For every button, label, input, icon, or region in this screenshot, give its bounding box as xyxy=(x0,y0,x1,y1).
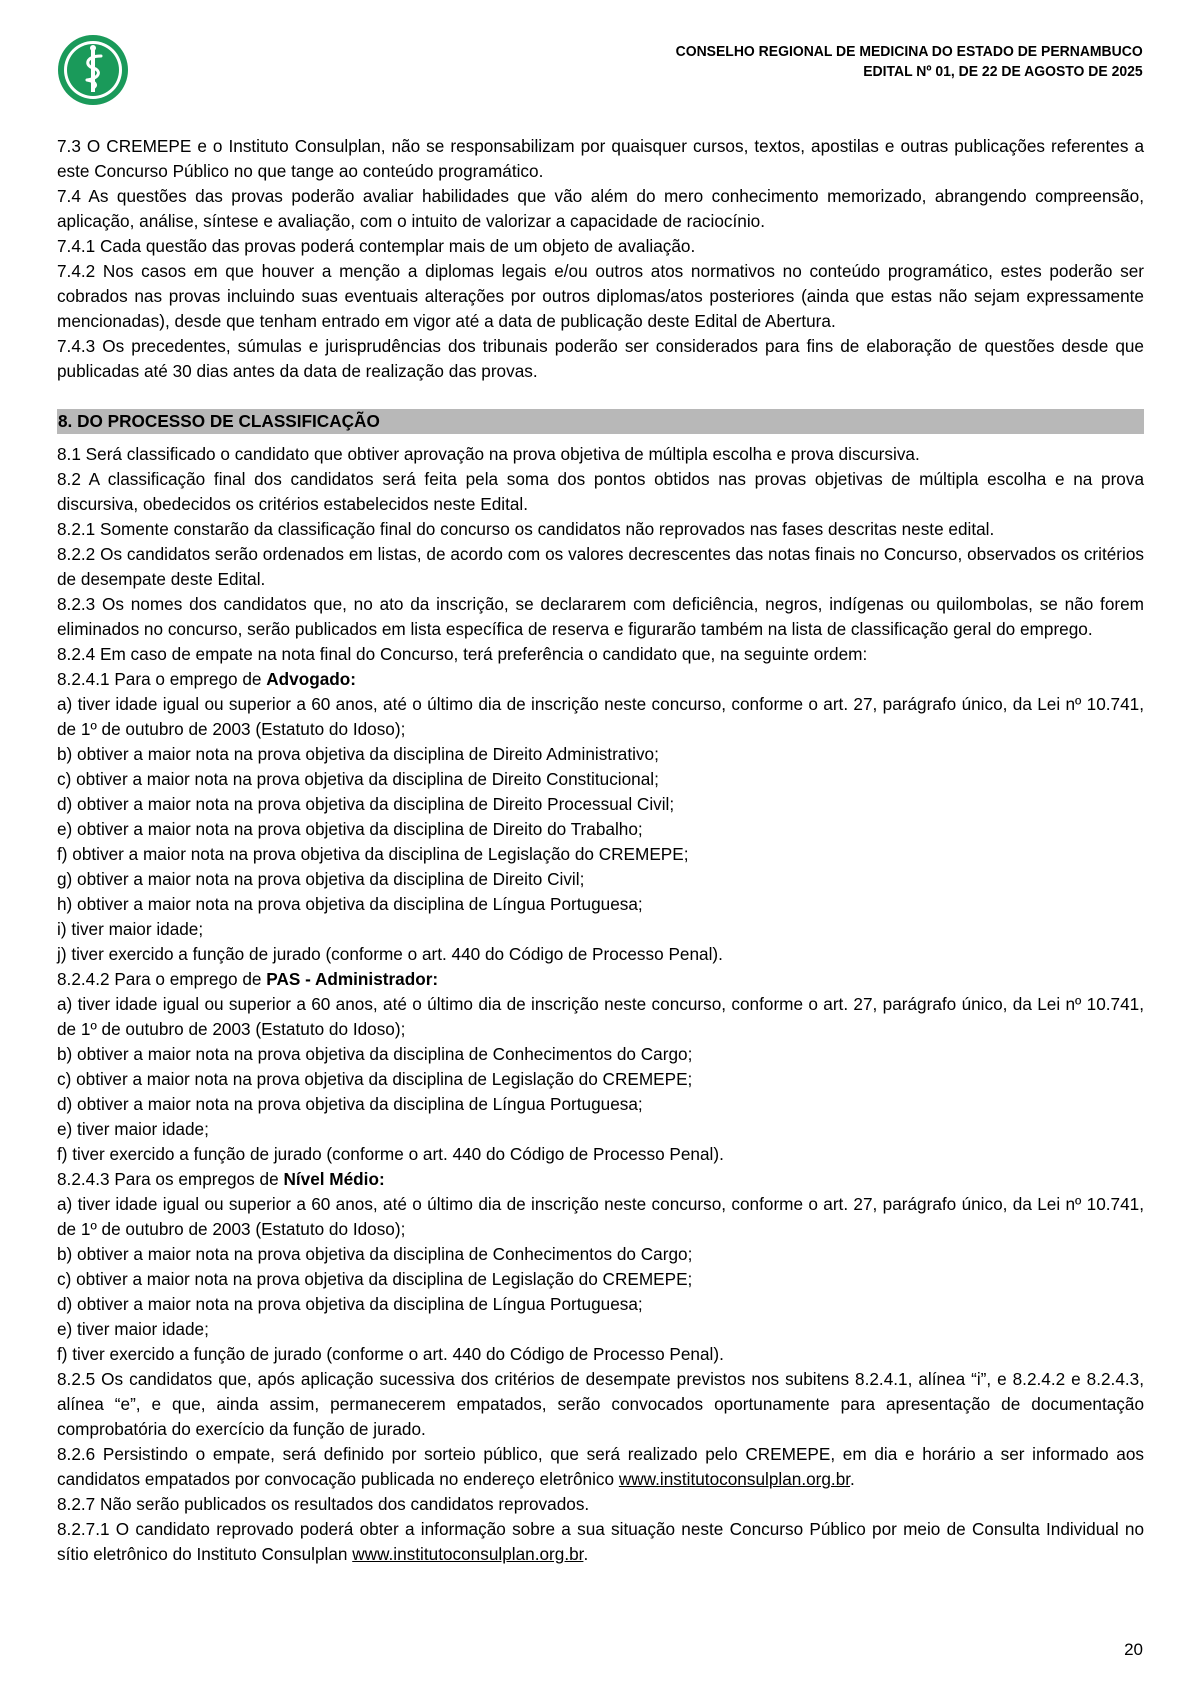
list-item: a) tiver idade igual ou superior a 60 anos, até o último dia de inscrição neste concurso, conforme o art. 27, parágrafo único, da Lei nº 10.741, de 1º de outubro de 2003 (Estatuto do Idoso); xyxy=(57,694,1144,739)
list-item: e) tiver maior idade; xyxy=(57,1319,209,1339)
group-intro: 8.2.4.2 Para o emprego de xyxy=(57,969,267,989)
group-role: Nível Médio: xyxy=(283,1169,385,1189)
paragraph-8-2-1: 8.2.1 Somente constarão da classificação final do concurso os candidatos não reprovados nas fases descritas neste edital. xyxy=(57,519,995,539)
group-intro: 8.2.4.3 Para os empregos de xyxy=(57,1169,284,1189)
page-number: 20 xyxy=(1124,1640,1143,1659)
list-item: b) obtiver a maior nota na prova objetiva da disciplina de Direito Administrativo; xyxy=(57,744,659,764)
paragraph-7-4-3: 7.4.3 Os precedentes, súmulas e jurisprudências dos tribunais poderão ser considerados para fins de elaboração de questões desde que publicadas até 30 dias antes da data de realização das provas. xyxy=(57,336,1144,381)
list-item: i) tiver maior idade; xyxy=(57,919,204,939)
header-org: CONSELHO REGIONAL DE MEDICINA DO ESTADO DE PERNAMBUCO xyxy=(675,43,1143,60)
document-body xyxy=(57,134,1144,1567)
list-item: f) obtiver a maior nota na prova objetiva da disciplina de Legislação do CREMEPE; xyxy=(57,844,689,864)
paragraph-7-4: 7.4 As questões das provas poderão avaliar habilidades que vão além do mero conhecimento memorizado, abrangendo compreensão, aplicação, análise, síntese e avaliação, com o intuito de valorizar a capacidade de raciocínio. xyxy=(57,186,1144,231)
paragraph-8-2-6 xyxy=(57,1442,1144,1492)
list-item: e) tiver maior idade; xyxy=(57,1119,209,1139)
group-heading-medio xyxy=(57,1167,1144,1192)
list-item: c) obtiver a maior nota na prova objetiva da disciplina de Legislação do CREMEPE; xyxy=(57,1269,693,1289)
spacer xyxy=(57,384,1144,409)
list-item: d) obtiver a maior nota na prova objetiva da disciplina de Língua Portuguesa; xyxy=(57,1094,643,1114)
group-heading-advogado xyxy=(57,667,1144,692)
list-item: d) obtiver a maior nota na prova objetiva da disciplina de Direito Processual Civil; xyxy=(57,794,675,814)
group-role: Advogado: xyxy=(266,669,357,689)
group-intro: 8.2.4.1 Para o emprego de xyxy=(57,669,267,689)
paragraph-end: . xyxy=(850,1469,855,1489)
paragraph-8-2-7: 8.2.7 Não serão publicados os resultados dos candidatos reprovados. xyxy=(57,1494,590,1514)
consulplan-link[interactable]: www.institutoconsulplan.org.br xyxy=(352,1544,584,1564)
paragraph-8-2-7-1 xyxy=(57,1517,1144,1567)
list-item: b) obtiver a maior nota na prova objetiva da disciplina de Conhecimentos do Cargo; xyxy=(57,1044,693,1064)
section-heading: 8. DO PROCESSO DE CLASSIFICAÇÃO xyxy=(57,409,1144,434)
list-item: a) tiver idade igual ou superior a 60 anos, até o último dia de inscrição neste concurso, conforme o art. 27, parágrafo único, da Lei nº 10.741, de 1º de outubro de 2003 (Estatuto do Idoso); xyxy=(57,994,1144,1039)
list-item: h) obtiver a maior nota na prova objetiva da disciplina de Língua Portuguesa; xyxy=(57,894,643,914)
paragraph-8-2-5: 8.2.5 Os candidatos que, após aplicação sucessiva dos critérios de desempate previstos nos subitens 8.2.4.1, alínea “i”, e 8.2.4.2 e 8.2.4.3, alínea “e”, e que, ainda assim, permanecerem empatados, serão convocados oportunamente para apresentação de documentação comprobatória do exercício da função de jurado. xyxy=(57,1369,1144,1439)
list-item: f) tiver exercido a função de jurado (conforme o art. 440 do Código de Processo Penal). xyxy=(57,1344,724,1364)
group-role: PAS - Administrador: xyxy=(266,969,439,989)
paragraph-text: 8.2.7.1 O candidato reprovado poderá obter a informação sobre a sua situação neste Concurso Público por meio de Consulta Individual no sítio eletrônico do Instituto Consulplan xyxy=(57,1519,1144,1564)
paragraph-7-4-2: 7.4.2 Nos casos em que houver a menção a diplomas legais e/ou outros atos normativos no conteúdo programático, estes poderão ser cobrados nas provas incluindo suas eventuais alterações por outros diplomas/atos posteriores (ainda que estas não sejam expressamente mencionadas), desde que tenham entrado em vigor até a data de publicação deste Edital de Abertura. xyxy=(57,261,1144,331)
paragraph-8-1: 8.1 Será classificado o candidato que obtiver aprovação na prova objetiva de múltipla escolha e prova discursiva. xyxy=(57,444,920,464)
header-edital: EDITAL Nº 01, DE 22 DE AGOSTO DE 2025 xyxy=(863,63,1143,80)
list-item: j) tiver exercido a função de jurado (conforme o art. 440 do Código de Processo Penal). xyxy=(57,944,723,964)
consulplan-link[interactable]: www.institutoconsulplan.org.br xyxy=(618,1469,851,1489)
list-item: b) obtiver a maior nota na prova objetiva da disciplina de Conhecimentos do Cargo; xyxy=(57,1244,693,1264)
list-item: f) tiver exercido a função de jurado (conforme o art. 440 do Código de Processo Penal). xyxy=(57,1144,724,1164)
list-item: g) obtiver a maior nota na prova objetiva da disciplina de Direito Civil; xyxy=(57,869,585,889)
cremepe-logo xyxy=(57,34,129,106)
list-item: c) obtiver a maior nota na prova objetiva da disciplina de Legislação do CREMEPE; xyxy=(57,1069,693,1089)
paragraph-7-3: 7.3 O CREMEPE e o Instituto Consulplan, não se responsabilizam por quaisquer cursos, textos, apostilas e outras publicações referentes a este Concurso Público no que tange ao conteúdo programático. xyxy=(57,136,1144,181)
group-heading-pas xyxy=(57,967,1144,992)
list-item: a) tiver idade igual ou superior a 60 anos, até o último dia de inscrição neste concurso, conforme o art. 27, parágrafo único, da Lei nº 10.741, de 1º de outubro de 2003 (Estatuto do Idoso); xyxy=(57,1194,1144,1239)
paragraph-7-4-1: 7.4.1 Cada questão das provas poderá contemplar mais de um objeto de avaliação. xyxy=(57,236,696,256)
paragraph-8-2-3: 8.2.3 Os nomes dos candidatos que, no ato da inscrição, se declararem com deficiência, negros, indígenas ou quilombolas, se não forem eliminados no concurso, serão publicados em lista específica de reserva e figurarão também na lista de classificação geral do emprego. xyxy=(57,594,1144,639)
document-header xyxy=(676,42,1143,82)
paragraph-end: . xyxy=(583,1544,589,1564)
list-item: d) obtiver a maior nota na prova objetiva da disciplina de Língua Portuguesa; xyxy=(57,1294,643,1314)
list-item: e) obtiver a maior nota na prova objetiva da disciplina de Direito do Trabalho; xyxy=(57,819,643,839)
list-item: c) obtiver a maior nota na prova objetiva da disciplina de Direito Constitucional; xyxy=(57,769,659,789)
paragraph-8-2: 8.2 A classificação final dos candidatos será feita pela soma dos pontos obtidos nas provas objetivas de múltipla escolha e na prova discursiva, obedecidos os critérios estabelecidos neste Edital. xyxy=(57,469,1144,514)
paragraph-text: 8.2.6 Persistindo o empate, será definido por sorteio público, que será realizado pelo CREMEPE, em dia e horário a ser informado aos candidatos empatados por convocação publicada no endereço eletrônico xyxy=(57,1444,1144,1489)
caduceus-icon xyxy=(57,34,129,106)
paragraph-8-2-4: 8.2.4 Em caso de empate na nota final do Concurso, terá preferência o candidato que, na seguinte ordem: xyxy=(57,644,868,664)
paragraph-8-2-2: 8.2.2 Os candidatos serão ordenados em listas, de acordo com os valores decrescentes das notas finais no Concurso, observados os critérios de desempate deste Edital. xyxy=(57,544,1144,589)
